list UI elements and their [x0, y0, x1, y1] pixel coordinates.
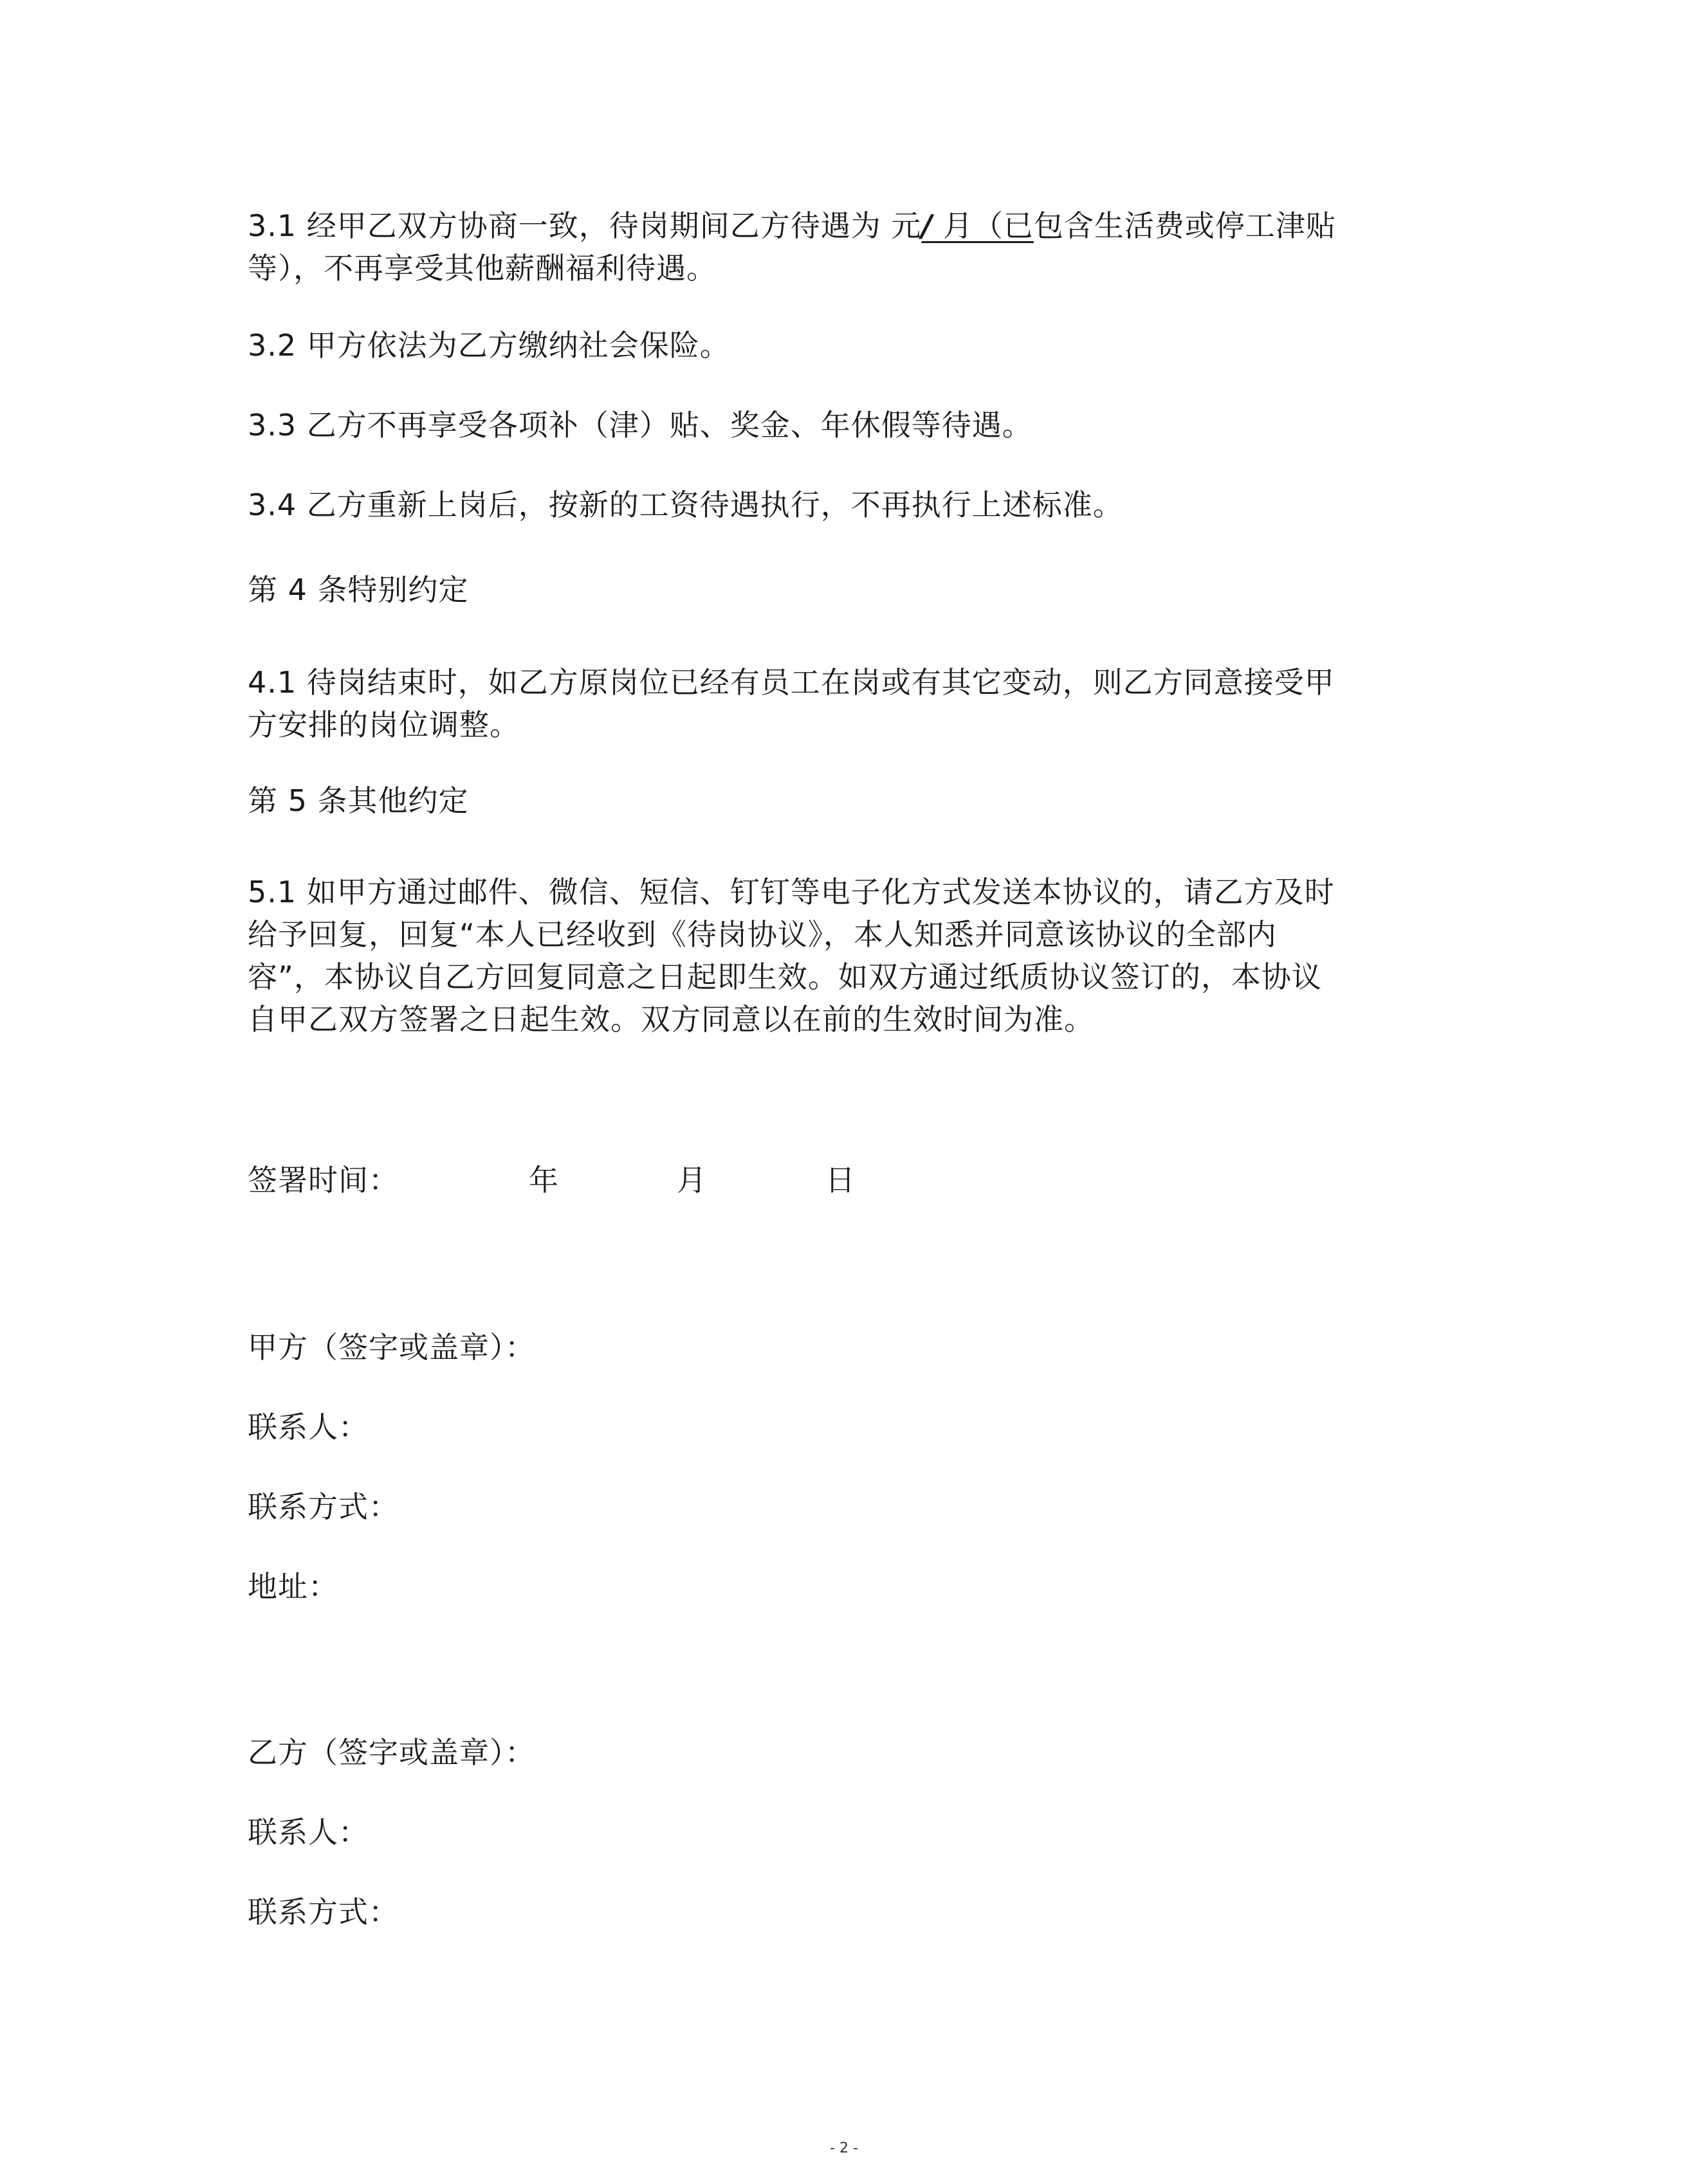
party-a-title: 甲方（签字或盖章）：	[248, 1330, 535, 1365]
party-b-contact: 联系人：	[248, 1815, 369, 1850]
clause-5-1	[248, 871, 1367, 1041]
clause-3-1	[248, 205, 1367, 289]
signing-date-row	[248, 1159, 1367, 1201]
clause-3-1-text-start: 3.1 经甲乙双方协商一致，待岗期间乙方待遇为 元	[248, 208, 922, 243]
party-a-contact-method: 联系方式：	[248, 1489, 399, 1524]
party-b-title: 乙方（签字或盖章）：	[248, 1735, 535, 1770]
clause-3-1-text-end: 包含生活费或停工津贴	[1033, 208, 1336, 243]
page-number: - 2 -	[830, 2140, 858, 2156]
clause-5-1-line-4: 自甲乙双方签署之日起生效。双方同意以在前的生效时间为准。	[248, 1002, 1094, 1037]
salary-blank-underlined	[921, 208, 1033, 243]
salary-unit-text: 月（已	[933, 208, 1034, 243]
salary-slash: /	[921, 208, 933, 243]
clause-5-1-line-2: 给予回复，回复“本人已经收到《待岗协议》，本人知悉并同意该协议的全部内	[248, 917, 1277, 952]
clause-3-1-line-2: 等），不再享受其他薪酬福利待遇。	[248, 251, 717, 286]
clause-3-1-line-1	[248, 205, 1367, 247]
clause-4-1	[248, 661, 1367, 746]
clause-4-1-line-2: 方安排的岗位调整。	[248, 707, 520, 742]
clause-5-1-line-1: 5.1 如甲方通过邮件、微信、短信、钉钉等电子化方式发送本协议的，请乙方及时	[248, 875, 1335, 909]
clause-4-1-line-1: 4.1 待岗结束时，如乙方原岗位已经有员工在岗或有其它变动，则乙方同意接受甲	[248, 665, 1335, 700]
signing-year-label: 年	[529, 1163, 559, 1197]
signing-month-label: 月	[677, 1163, 707, 1197]
clause-3-3: 3.3 乙方不再享受各项补（津）贴、奖金、年休假等待遇。	[248, 408, 1032, 442]
heading-article-5: 第 5 条其他约定	[248, 783, 469, 818]
clause-3-4: 3.4 乙方重新上岗后，按新的工资待遇执行，不再执行上述标准。	[248, 487, 1123, 522]
heading-article-4: 第 4 条特别约定	[248, 572, 469, 607]
party-a-contact: 联系人：	[248, 1410, 369, 1444]
signing-day-label: 日	[825, 1163, 856, 1197]
party-b-contact-method: 联系方式：	[248, 1895, 399, 1929]
signing-date-label: 签署时间：	[248, 1163, 399, 1197]
clause-5-1-line-3: 容”，本协议自乙方回复同意之日起即生效。如双方通过纸质协议签订的，本协议	[248, 960, 1322, 994]
party-a-address: 地址：	[248, 1569, 338, 1604]
clause-3-2: 3.2 甲方依法为乙方缴纳社会保险。	[248, 328, 730, 363]
